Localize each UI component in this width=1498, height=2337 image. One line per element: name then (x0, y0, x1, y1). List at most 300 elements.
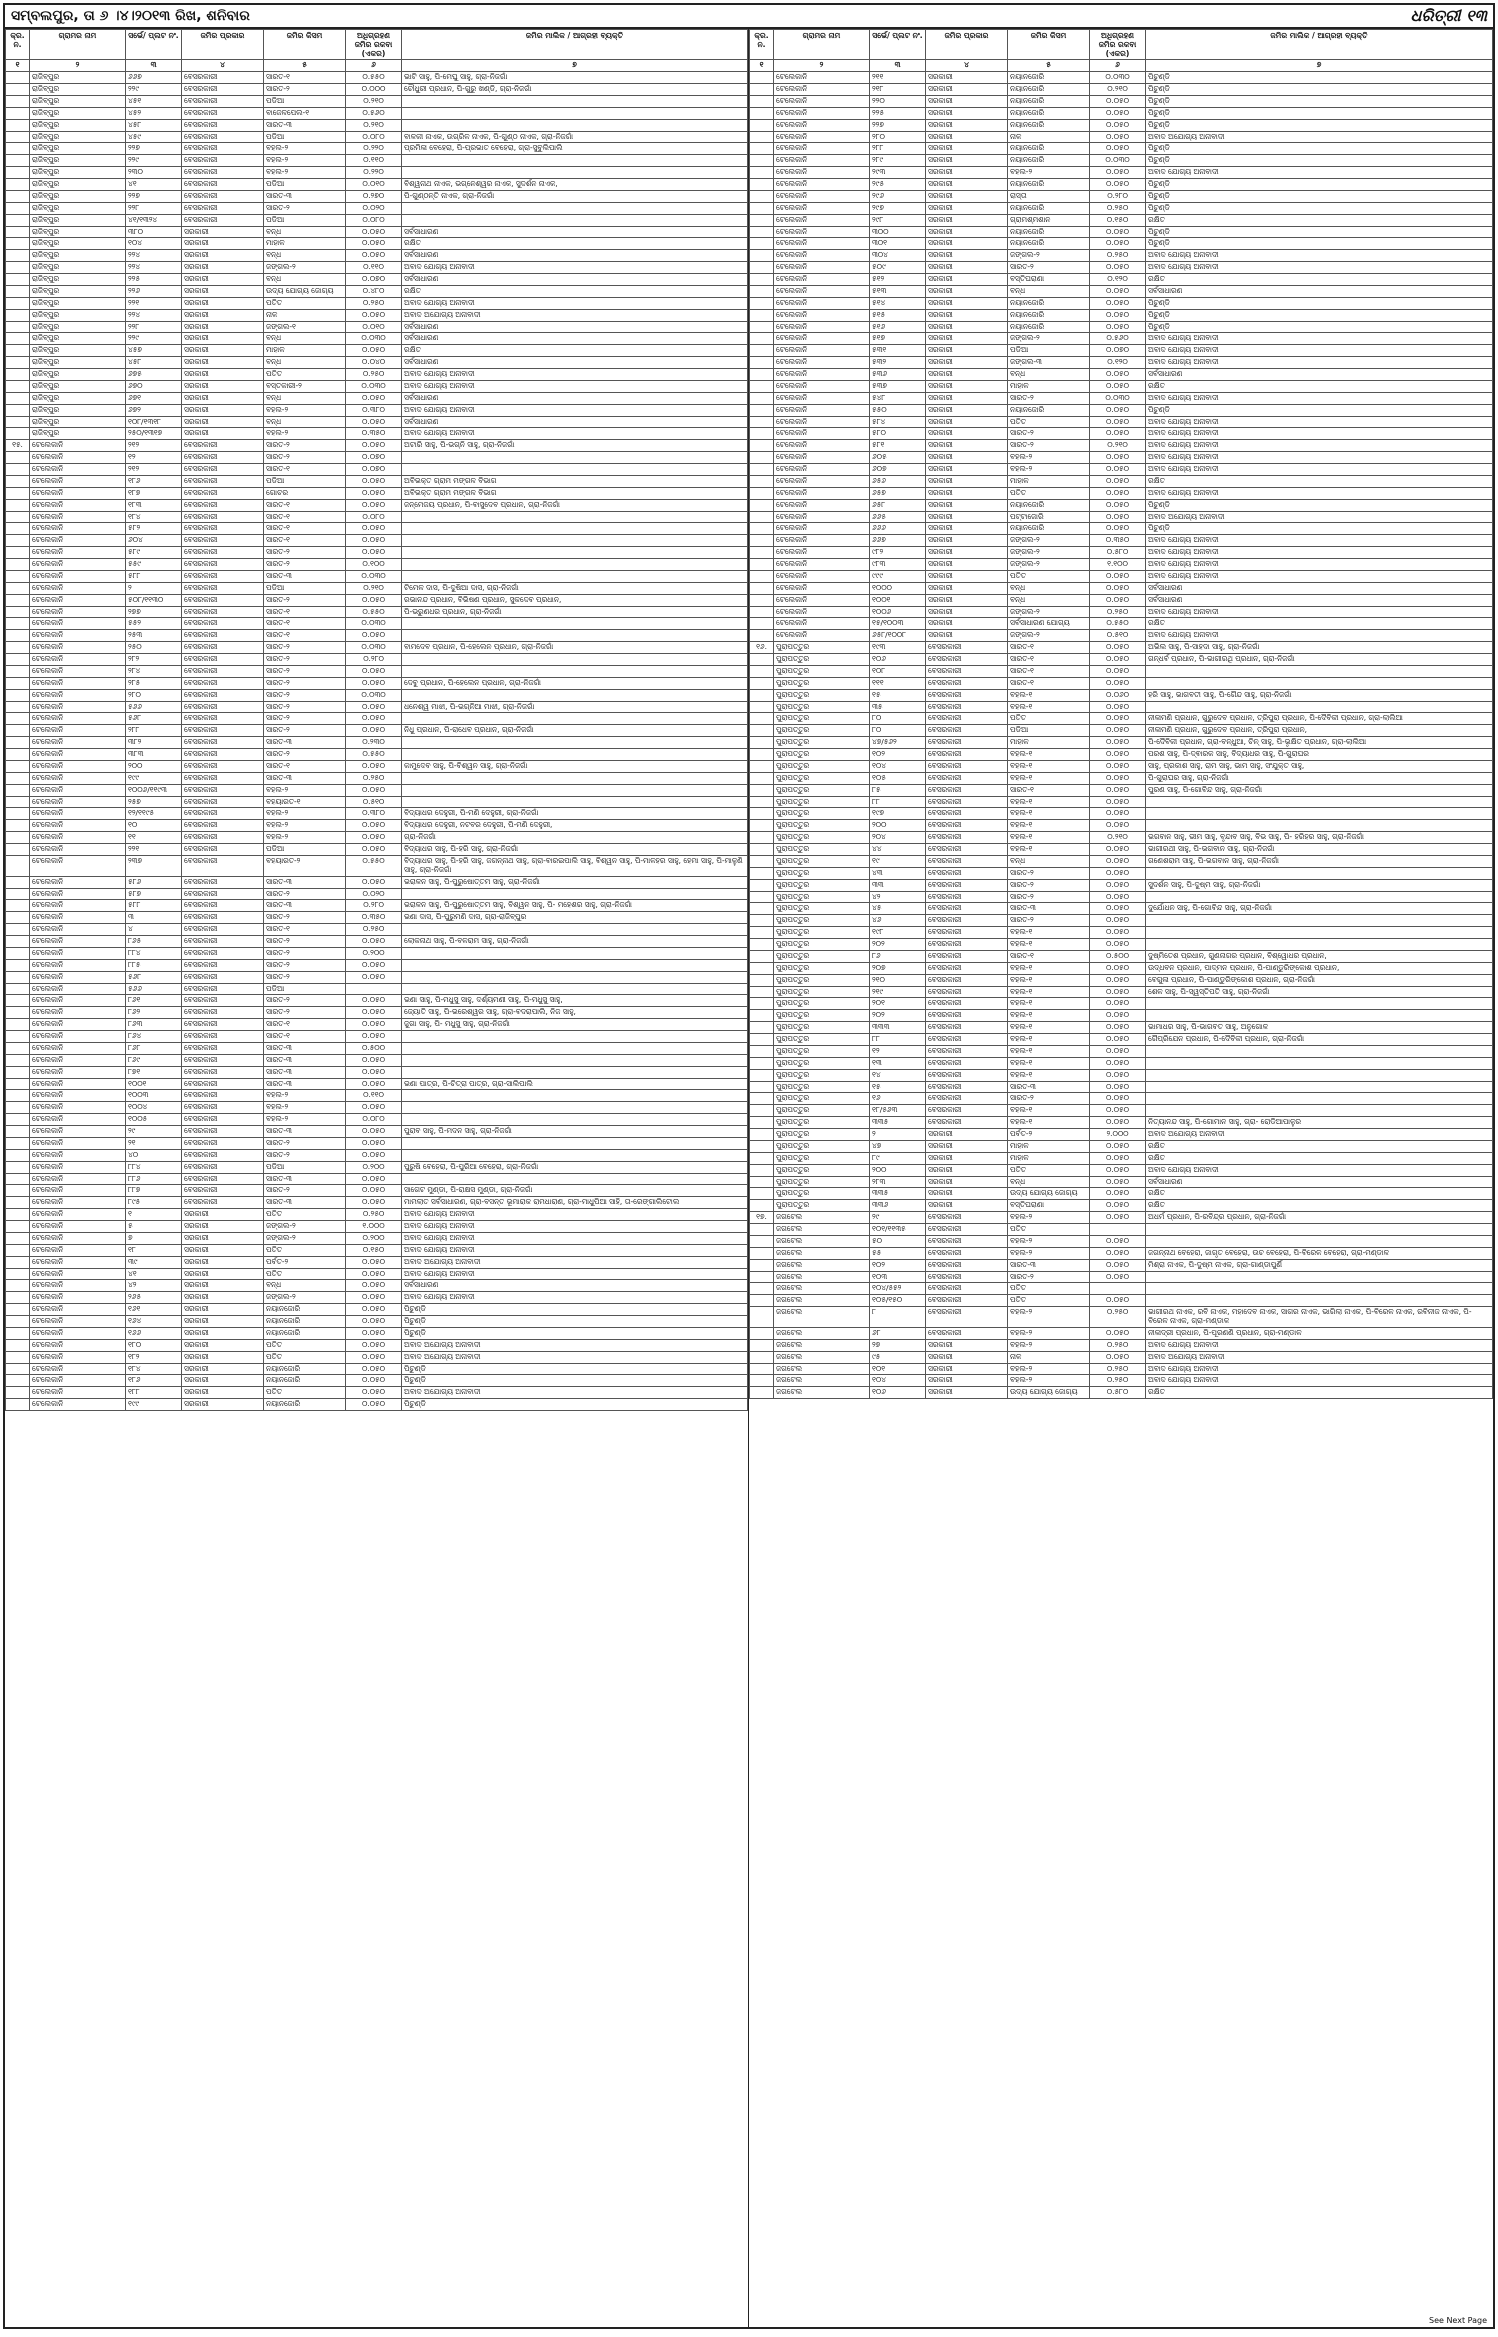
cell-plot: ୪୭ (870, 1140, 926, 1152)
cell-land-type: ବେସରକାରୀ (182, 1197, 264, 1209)
index-cell: ୩ (126, 60, 182, 72)
cell-owner: ଟିମେଳ ଦାସ, ପି-ଦୁଷିଆ ଦାସ, ଗ୍ରା-ନିଜଗାଁ (402, 582, 748, 594)
cell-land-type: ସରକାରୀ (182, 285, 264, 297)
cell-owner: ଅଧର୍ମ ପ୍ରଧାନ, ପି-ରବିନ୍ଦ୍ର ପ୍ରଧାନ, ଗ୍ରା-ନିଜଗାଁ (1146, 1212, 1493, 1224)
cell-kisam: ନୟାନଜୋରି (1008, 309, 1090, 321)
cell-land-type: ବେସରକାରୀ (182, 1185, 264, 1197)
cell-sl (6, 1387, 30, 1399)
cell-area: ୦.୦୫୦ (1090, 1259, 1146, 1271)
table-row (750, 357, 1493, 369)
cell-sl (750, 950, 774, 962)
cell-owner: ଅବାଦ ଅଯୋଗ୍ୟ ଅନାବାଦୀ (1146, 131, 1493, 143)
cell-owner: ଅବାଦ ଅଯୋଗ୍ୟ ଅନାବାଦୀ (402, 1387, 748, 1399)
cell-plot: ୫୮୦ (870, 428, 926, 440)
cell-area: ୦.୦୫୦ (346, 1292, 402, 1304)
cell-sl (6, 1102, 30, 1114)
cell-village: ଟେଲେକାନି (30, 630, 126, 642)
cell-sl (750, 1271, 774, 1283)
cell-area: ୦.୫୫୦ (346, 855, 402, 876)
next-page-note: See Next Page (1428, 2316, 1487, 2325)
cell-plot: ୧୨ (870, 1045, 926, 1057)
cell-village: ଟେଲେକାନି (30, 535, 126, 547)
cell-owner: ସର୍ବସାଧାରଣ (402, 1280, 748, 1292)
cell-sl (6, 1209, 30, 1221)
cell-sl (750, 1351, 774, 1363)
cell-owner: ଉଦ୍ଧବନ ପ୍ରଧାନ, ପାଦ୍ମନ ପ୍ରଧାନ, ପି-ପାଣ୍ଡୁରିଙ୍କୋଶ ପ୍ରଧାନ, (1146, 962, 1493, 974)
cell-plot: ୫୫୯ (126, 559, 182, 571)
cell-kisam: ସାରତ-୩ (264, 1054, 346, 1066)
cell-land-type: ସରକାରୀ (926, 119, 1008, 131)
cell-land-type: ସରକାରୀ (182, 1327, 264, 1339)
cell-plot: ୨୮୮ (870, 143, 926, 155)
cell-kisam: ସାରତ-୧ (1008, 784, 1090, 796)
cell-kisam: ପତିତ (264, 1351, 346, 1363)
cell-plot: ୧୨ (126, 452, 182, 464)
cell-village: ଟେଲେକାନି (30, 772, 126, 784)
cell-area: ୦.୦୫୦ (346, 1399, 402, 1411)
cell-kisam: ସାରତ-୩ (264, 1126, 346, 1138)
cell-sl (6, 1316, 30, 1328)
cell-owner: ସର୍ବସାଧାରଣ (1146, 369, 1493, 381)
cell-kisam: ପଡିଆ (264, 1161, 346, 1173)
cell-owner: ପିଚୁଣ୍ଡି (1146, 202, 1493, 214)
cell-sl (6, 238, 30, 250)
cell-area: ୦.୦୫୦ (346, 475, 402, 487)
cell-village: ଟେଲେକାନି (30, 1244, 126, 1256)
cell-plot: ୨୧୨ (126, 464, 182, 476)
cell-area: ୦.୨୦୦ (346, 947, 402, 959)
cell-plot: ୨୨୪ (126, 309, 182, 321)
cell-land-type: ବେସରକାରୀ (182, 570, 264, 582)
cell-owner (402, 547, 748, 559)
cell-village: ରାଜିବ୍ପୁର (30, 238, 126, 250)
table-row (750, 796, 1493, 808)
table-row (6, 499, 748, 511)
cell-sl (6, 701, 30, 713)
cell-owner (402, 1042, 748, 1054)
table-row (750, 1129, 1493, 1141)
cell-plot: ୩୩୫ (870, 1117, 926, 1129)
cell-owner (402, 713, 748, 725)
cell-sl (750, 285, 774, 297)
cell-village: ଟେଲେକାନି (30, 1232, 126, 1244)
cell-kisam: ମାହାଳ (1008, 475, 1090, 487)
cell-owner (402, 452, 748, 464)
cell-plot: ୨୨୦ (870, 95, 926, 107)
cell-village: ଟେଲେକାନି (30, 1387, 126, 1399)
cell-sl (6, 1137, 30, 1149)
cell-owner: ଅବାଦ ଯୋଗ୍ୟ ଅନାବାଦୀ (402, 404, 748, 416)
cell-plot: ୨୯୮ (870, 214, 926, 226)
table-row (6, 190, 748, 202)
cell-owner: ଅବାଦ ଯୋଗ୍ୟ ଅନାବାଦୀ (1146, 345, 1493, 357)
cell-land-type: ବେସରକାରୀ (926, 927, 1008, 939)
cell-owner (402, 1102, 748, 1114)
table-row (6, 1078, 748, 1090)
cell-area: ୦.୦୫୦ (346, 1031, 402, 1043)
cell-sl (6, 1244, 30, 1256)
cell-land-type: ବେସରକାରୀ (182, 947, 264, 959)
cell-kisam: ପତିତ (1008, 487, 1090, 499)
cell-village: ଟେଲେକାନି (30, 1042, 126, 1054)
cell-plot: ୩୮୨ (126, 737, 182, 749)
cell-land-type: ସରକାରୀ (182, 1256, 264, 1268)
cell-land-type: ବେସରକାରୀ (182, 547, 264, 559)
cell-owner (1146, 665, 1493, 677)
cell-village: ଟେଲେକାନି (30, 1031, 126, 1043)
cell-owner: ପରଶ ସାହୁ, ପି-ଦ୍ଵାରକ ସାହୁ, ବିଦ୍ୟାଧର ସାହୁ, ପି-ଗୁରାଘର (1146, 749, 1493, 761)
cell-sl (6, 1268, 30, 1280)
cell-sl (750, 1307, 774, 1328)
cell-kisam: ନୟାନଜୋରି (1008, 523, 1090, 535)
table-row (750, 1164, 1493, 1176)
cell-owner: ରକ୍ଷିତ (1146, 274, 1493, 286)
cell-kisam: ଜଙ୍ଗଲ-୨ (1008, 630, 1090, 642)
cell-sl (750, 369, 774, 381)
cell-owner: ଜୁଗା ସାହୁ, ପି- ମଧୁସୁ ସାହୁ, ଗ୍ରା-ନିଜଗାଁ (402, 1019, 748, 1031)
cell-sl (6, 912, 30, 924)
cell-area: ୦.୦୫୦ (1090, 855, 1146, 867)
cell-land-type: ସରକାରୀ (926, 487, 1008, 499)
table-row (6, 1007, 748, 1019)
cell-land-type: ବେସରକାରୀ (182, 1137, 264, 1149)
cell-owner (402, 947, 748, 959)
cell-plot: ୧୦୨ (870, 1259, 926, 1271)
cell-kisam: ପଡିଆ (264, 983, 346, 995)
cell-land-type: ବେସରକାରୀ (926, 1212, 1008, 1224)
col-header-plot: ସର୍ଭେ/ ପ୍ଲଟ ନଂ. (870, 30, 926, 60)
cell-village: ପୁରାପତ୍ତୁର (774, 677, 870, 689)
cell-plot: ୮୬୩ (126, 1019, 182, 1031)
cell-land-type: ବେସରକାରୀ (182, 737, 264, 749)
cell-sl (6, 475, 30, 487)
cell-village: ଟେଲେକାନି (30, 924, 126, 936)
table-row (6, 428, 748, 440)
cell-village: ରାଜିବ୍ପୁର (30, 190, 126, 202)
cell-village: ଟେଲେକାନି (30, 832, 126, 844)
cell-owner: ଭାଗୀରଥ ନାଏକ, ରବି ନାଏକ, ମହାଦେବ ନାଏକ, ସାଗର ନାଏକ, ଭାଗିଲା ନାଏକ, ପି-ବିରେଳ ନାଏକ, ରବିନୀଜ ନାଏକ, ପି- ବିରେଳ ନାଏକ, ଗ୍ରା-ମଣ୍ଡାଳ (1146, 1307, 1493, 1328)
cell-owner (402, 888, 748, 900)
cell-sl (6, 107, 30, 119)
cell-area: ୦.୦୫୦ (346, 440, 402, 452)
cell-owner: ଗନ୍ଧର୍ବ ପ୍ରଧାନ, ପି-ଭାଗୀରଥି ପ୍ରଧାନ, ଗ୍ରା-ନିଜଗାଁ (1146, 654, 1493, 666)
cell-village: ରାଜିବ୍ପୁର (30, 345, 126, 357)
cell-sl (750, 1069, 774, 1081)
cell-plot: ୨୨୯ (126, 155, 182, 167)
cell-land-type: ସରକାରୀ (926, 131, 1008, 143)
table-row (750, 511, 1493, 523)
table-row (6, 404, 748, 416)
cell-kisam: ନୟାନଜୋରି (1008, 107, 1090, 119)
cell-plot: ୧୦୧ (870, 1363, 926, 1375)
table-row (750, 879, 1493, 891)
cell-owner: ପ୍ରମିଳା ବେହେରା, ପି-ପ୍ରଭାତ ବେହେରା, ଗ୍ରା-ସୁବୁଲିପାଲି (402, 143, 748, 155)
table-row (6, 959, 748, 971)
table-row (6, 832, 748, 844)
table-row (6, 285, 748, 297)
cell-area: ୦.୦୫୦ (1090, 879, 1146, 891)
cell-plot: ୧୦୦୧ (126, 1078, 182, 1090)
cell-sl (750, 1235, 774, 1247)
cell-owner: ଅବାଦ ଯୋଗ୍ୟ ଅନାବାଦୀ (402, 428, 748, 440)
cell-plot: ୯୮୨ (870, 547, 926, 559)
cell-area: ୦.୦୫୦ (1090, 1152, 1146, 1164)
cell-kisam: ବହଲ-୨ (264, 155, 346, 167)
cell-area: ୦.୦୫୦ (346, 820, 402, 832)
cell-village: ପୁରାପତ୍ତୁର (774, 808, 870, 820)
cell-kisam: ବହଲ-୨ (1008, 1375, 1090, 1387)
cell-kisam: ପଡିଆ (264, 582, 346, 594)
cell-land-type: ବେସରକାରୀ (926, 654, 1008, 666)
cell-village: ପୁରାପତ୍ତୁର (774, 1010, 870, 1022)
cell-area: ୦.୦୨୦ (346, 202, 402, 214)
cell-plot: ୫ (126, 1221, 182, 1233)
cell-kisam: ସାରତ-୧ (264, 499, 346, 511)
cell-plot: ୫୩୨ (870, 357, 926, 369)
cell-land-type: ସରକାରୀ (182, 1268, 264, 1280)
cell-area: ୦.୨୨୦ (346, 167, 402, 179)
cell-land-type: ସରକାରୀ (926, 1351, 1008, 1363)
cell-owner: ଭଣା ସାହୁ, ପି-ମଧୁସୁ ସାହୁ, ଦର୍ଶ୍ୟମଣୀ ସାହୁ, ପି-ମଧୁସୁ ସାହୁ, (402, 995, 748, 1007)
cell-owner (402, 511, 748, 523)
cell-area: ୦.୨୧୦ (346, 119, 402, 131)
cell-kisam: ନୟାନଜୋରି (1008, 226, 1090, 238)
cell-owner (1146, 701, 1493, 713)
cell-village: ଜଗଟେଲ (774, 1295, 870, 1307)
cell-plot: ୪୫୯ (126, 131, 182, 143)
cell-area: ୦.୦୫୦ (1090, 772, 1146, 784)
cell-owner: ନୀଳାମଣି ପ୍ରଧାନ, ଗୁରୁଦେବ ପ୍ରଧାନ, ତ୍ରିପୁରା ପ୍ରଧାନ, ପି-ଦୈବିକୀ ପ୍ରଧାନ, ଗ୍ରା-ଲାଲିଆ (1146, 713, 1493, 725)
cell-village: ଟେଲେକାନି (774, 285, 870, 297)
cell-village: ଜଗଟେଲ (774, 1224, 870, 1236)
table-row (750, 689, 1493, 701)
cell-sl (750, 416, 774, 428)
cell-owner (1146, 915, 1493, 927)
cell-land-type: ସରକାରୀ (926, 523, 1008, 535)
cell-area: ୦.୦୫୦ (1090, 927, 1146, 939)
cell-owner (1146, 1235, 1493, 1247)
cell-plot: ୨୮୮ (126, 725, 182, 737)
cell-land-type: ବେସରକାରୀ (926, 642, 1008, 654)
cell-sl (750, 226, 774, 238)
col-header-plot: ସର୍ଭେ/ ପ୍ଲଟ ନଂ. (126, 30, 182, 60)
cell-plot: ୫୩୧ (870, 345, 926, 357)
cell-sl (750, 1387, 774, 1399)
cell-owner (1146, 1045, 1493, 1057)
table-row (6, 274, 748, 286)
cell-village: ଟେଲେକାନି (774, 345, 870, 357)
cell-village: ଟେଲେକାନି (30, 1316, 126, 1328)
cell-owner: ରକ୍ଷିତ (1146, 1200, 1493, 1212)
cell-plot: ୧୦୦୩ (126, 1090, 182, 1102)
cell-sl (750, 333, 774, 345)
cell-kisam: ପଡିଆ (1008, 345, 1090, 357)
cell-area: ୦.୨୧୦ (346, 95, 402, 107)
cell-owner: ଅବାଦ ଅଯୋଗ୍ୟ ଅନାବାଦୀ (402, 1256, 748, 1268)
cell-owner: ଅବାଦ ଅଯୋଗ୍ୟ ଅନାବାଦୀ (1146, 511, 1493, 523)
table-row (6, 214, 748, 226)
cell-area: ୦.୦୫୦ (1090, 1057, 1146, 1069)
table-row (750, 475, 1493, 487)
cell-sl (750, 606, 774, 618)
table-row (6, 84, 748, 96)
cell-sl: ୧୬. (750, 642, 774, 654)
cell-village: ଟେଲେକାନି (30, 452, 126, 464)
cell-plot: ୫୩୭ (870, 380, 926, 392)
cell-sl (6, 665, 30, 677)
cell-sl (750, 1295, 774, 1307)
cell-owner: ଧନେଶ୍ୱ ମାଝୀ, ପି-ଭଗ୍ନିଆ ମାଝୀ, ଗ୍ରା-ନିଜଗାଁ (402, 701, 748, 713)
cell-village: ଟେଲେକାନି (774, 594, 870, 606)
right-land-table (749, 29, 1493, 1399)
cell-land-type: ସରକାରୀ (182, 404, 264, 416)
cell-village: ପୁରାପତ୍ତୁର (774, 1022, 870, 1034)
table-row (750, 297, 1493, 309)
cell-area: ୦.୦୫୦ (1090, 974, 1146, 986)
cell-village: ଟେଲେକାନି (774, 72, 870, 84)
cell-owner: ରକ୍ଷିତ (1146, 1188, 1493, 1200)
cell-plot: ୨୮୩ (870, 1176, 926, 1188)
cell-sl (6, 84, 30, 96)
table-row (6, 155, 748, 167)
cell-sl (6, 72, 30, 84)
cell-sl (750, 974, 774, 986)
cell-owner: ଭାଗୀରଥୀ ସାହୁ, ପି-ଭଗବାନ ସାହୁ, ଗ୍ରା-ନିଜଗାଁ (1146, 844, 1493, 856)
cell-owner (1146, 1010, 1493, 1022)
cell-village: ଟେଲେକାନି (774, 511, 870, 523)
cell-area: ୦.୦୫୦ (1090, 297, 1146, 309)
cell-kisam: ବହଲ-୧ (1008, 796, 1090, 808)
table-row (750, 250, 1493, 262)
cell-village: ଟେଲେକାନି (30, 784, 126, 796)
cell-land-type: ବେସରକାରୀ (182, 559, 264, 571)
cell-owner: ପିଚୁଣ୍ଡି (1146, 155, 1493, 167)
cell-kisam: ପତିତ (264, 1244, 346, 1256)
cell-village: ପୁରାପତ୍ତୁର (774, 1152, 870, 1164)
cell-owner: ପୁରୁଷି ବେହେରା, ପି-ପୁରିଆ ବେହେରା, ଗ୍ରା-ନିଜଗାଁ (402, 1161, 748, 1173)
cell-kisam: ବହଲ-୧ (1008, 760, 1090, 772)
cell-owner (402, 689, 748, 701)
col-header-village: ଗ୍ରାମର ନାମ (30, 30, 126, 60)
cell-owner: ପିଚୁଣ୍ଡି (402, 1375, 748, 1387)
cell-area: ୦.୦୫୦ (1090, 1081, 1146, 1093)
cell-plot: ୧୮/୫୬୩ (870, 1105, 926, 1117)
cell-village: ଟେଲେକାନି (30, 701, 126, 713)
cell-plot: ୪୧/୧୩୨୪ (126, 214, 182, 226)
cell-area: ୦.୩୫୦ (346, 428, 402, 440)
cell-kisam: ବନ୍ଧ (264, 1280, 346, 1292)
cell-village: ପୁରାପତ୍ତୁର (774, 1057, 870, 1069)
cell-village: ଟେଲେକାନି (30, 1173, 126, 1185)
cell-village: ଟେଲେକାନି (30, 511, 126, 523)
cell-village: ଟେଲେକାନି (30, 995, 126, 1007)
table-row (6, 936, 748, 948)
table-row (6, 1126, 748, 1138)
cell-kisam: ସାରତ-୩ (264, 1066, 346, 1078)
cell-plot: ୧୦୩ (870, 1271, 926, 1283)
cell-sl (6, 855, 30, 876)
cell-area: ୦.୦୫୦ (1090, 1022, 1146, 1034)
cell-land-type: ସରକାରୀ (182, 1280, 264, 1292)
cell-kisam: ବହୟାରତ-୨ (264, 855, 346, 876)
cell-plot: ୫୧୬ (870, 321, 926, 333)
cell-kisam: ନୟାନଜୋରି (1008, 238, 1090, 250)
cell-area: ୦.୦୫୦ (346, 594, 402, 606)
table-row (6, 452, 748, 464)
cell-owner: ସର୍ବସାଧାରଣ (402, 226, 748, 238)
header-dateline: ସମ୍ବଲପୁର, ତା ୬ ।୪।୨୦୧୩ ରିଖ, ଶନିବାର (11, 8, 250, 24)
cell-area: ୦.୨୫୦ (346, 297, 402, 309)
table-row (750, 998, 1493, 1010)
cell-owner (402, 464, 748, 476)
table-row (750, 84, 1493, 96)
cell-area: ୦.୦୫୦ (1090, 119, 1146, 131)
cell-land-type: ସରକାରୀ (926, 250, 1008, 262)
cell-village: ରାଜିବ୍ପୁର (30, 357, 126, 369)
table-row (6, 440, 748, 452)
cell-plot: ୧୮ (126, 1244, 182, 1256)
cell-area: ୦.୦୮୦ (346, 511, 402, 523)
table-row (6, 820, 748, 832)
cell-kisam: ନୟାନଜୋରି (264, 1363, 346, 1375)
cell-land-type: ବେସରକାରୀ (182, 642, 264, 654)
cell-land-type: ସରକାରୀ (182, 250, 264, 262)
cell-land-type: ବେସରକାରୀ (182, 959, 264, 971)
cell-kisam: ସାରତ-୨ (264, 912, 346, 924)
cell-owner (1146, 1224, 1493, 1236)
table-row (750, 606, 1493, 618)
cell-area: ୦.୦୫୦ (346, 1054, 402, 1066)
cell-area: ୦.୦୩୦ (346, 333, 402, 345)
table-row (750, 725, 1493, 737)
cell-village: ଟେଲେକାନି (30, 1209, 126, 1221)
table-row (750, 1271, 1493, 1283)
cell-kisam: ବହଲ-୧ (1008, 808, 1090, 820)
cell-village: ଟେଲେକାନି (30, 1019, 126, 1031)
cell-village: ଟେଲେକାନି (30, 737, 126, 749)
cell-land-type: ବେସରକାରୀ (182, 936, 264, 948)
table-row (6, 1114, 748, 1126)
cell-land-type: ସରକାରୀ (926, 535, 1008, 547)
table-row (6, 487, 748, 499)
cell-land-type: ସରକାରୀ (926, 345, 1008, 357)
index-row (750, 60, 1493, 72)
cell-village: ଜଗଟେଲ (774, 1363, 870, 1375)
table-header-row (750, 30, 1493, 60)
cell-village: ଟେଲେକାନି (774, 475, 870, 487)
cell-kisam: ସାରତ-୩ (264, 1173, 346, 1185)
cell-plot: ୩୩ (870, 879, 926, 891)
cell-owner: ଅବିଭକ୍ତ ଗ୍ରାମ ମଙ୍ଗଳ ବିଭାଗ (402, 487, 748, 499)
cell-village: ଟେଲେକାନି (30, 475, 126, 487)
cell-land-type: ସରକାରୀ (926, 143, 1008, 155)
cell-plot: ୨୫୦ (126, 642, 182, 654)
cell-land-type: ବେସରକାରୀ (926, 1327, 1008, 1339)
cell-plot: ୨ (126, 582, 182, 594)
cell-sl (750, 440, 774, 452)
cell-land-type: ସରକାରୀ (926, 369, 1008, 381)
cell-sl (750, 832, 774, 844)
cell-sl (750, 1224, 774, 1236)
cell-area: ୦.୦୬୦ (1090, 689, 1146, 701)
cell-village: ରାଜିବ୍ପୁର (30, 214, 126, 226)
cell-area: ୦.୫୫୦ (346, 606, 402, 618)
cell-plot: ୧୦ (126, 820, 182, 832)
table-row (750, 179, 1493, 191)
cell-owner: ଅବାଦ ଯୋଗ୍ୟ ଅନାବାଦୀ (1146, 262, 1493, 274)
cell-area: ୦.୦୫୦ (346, 1137, 402, 1149)
cell-village: ରାଜିବ୍ପୁର (30, 119, 126, 131)
